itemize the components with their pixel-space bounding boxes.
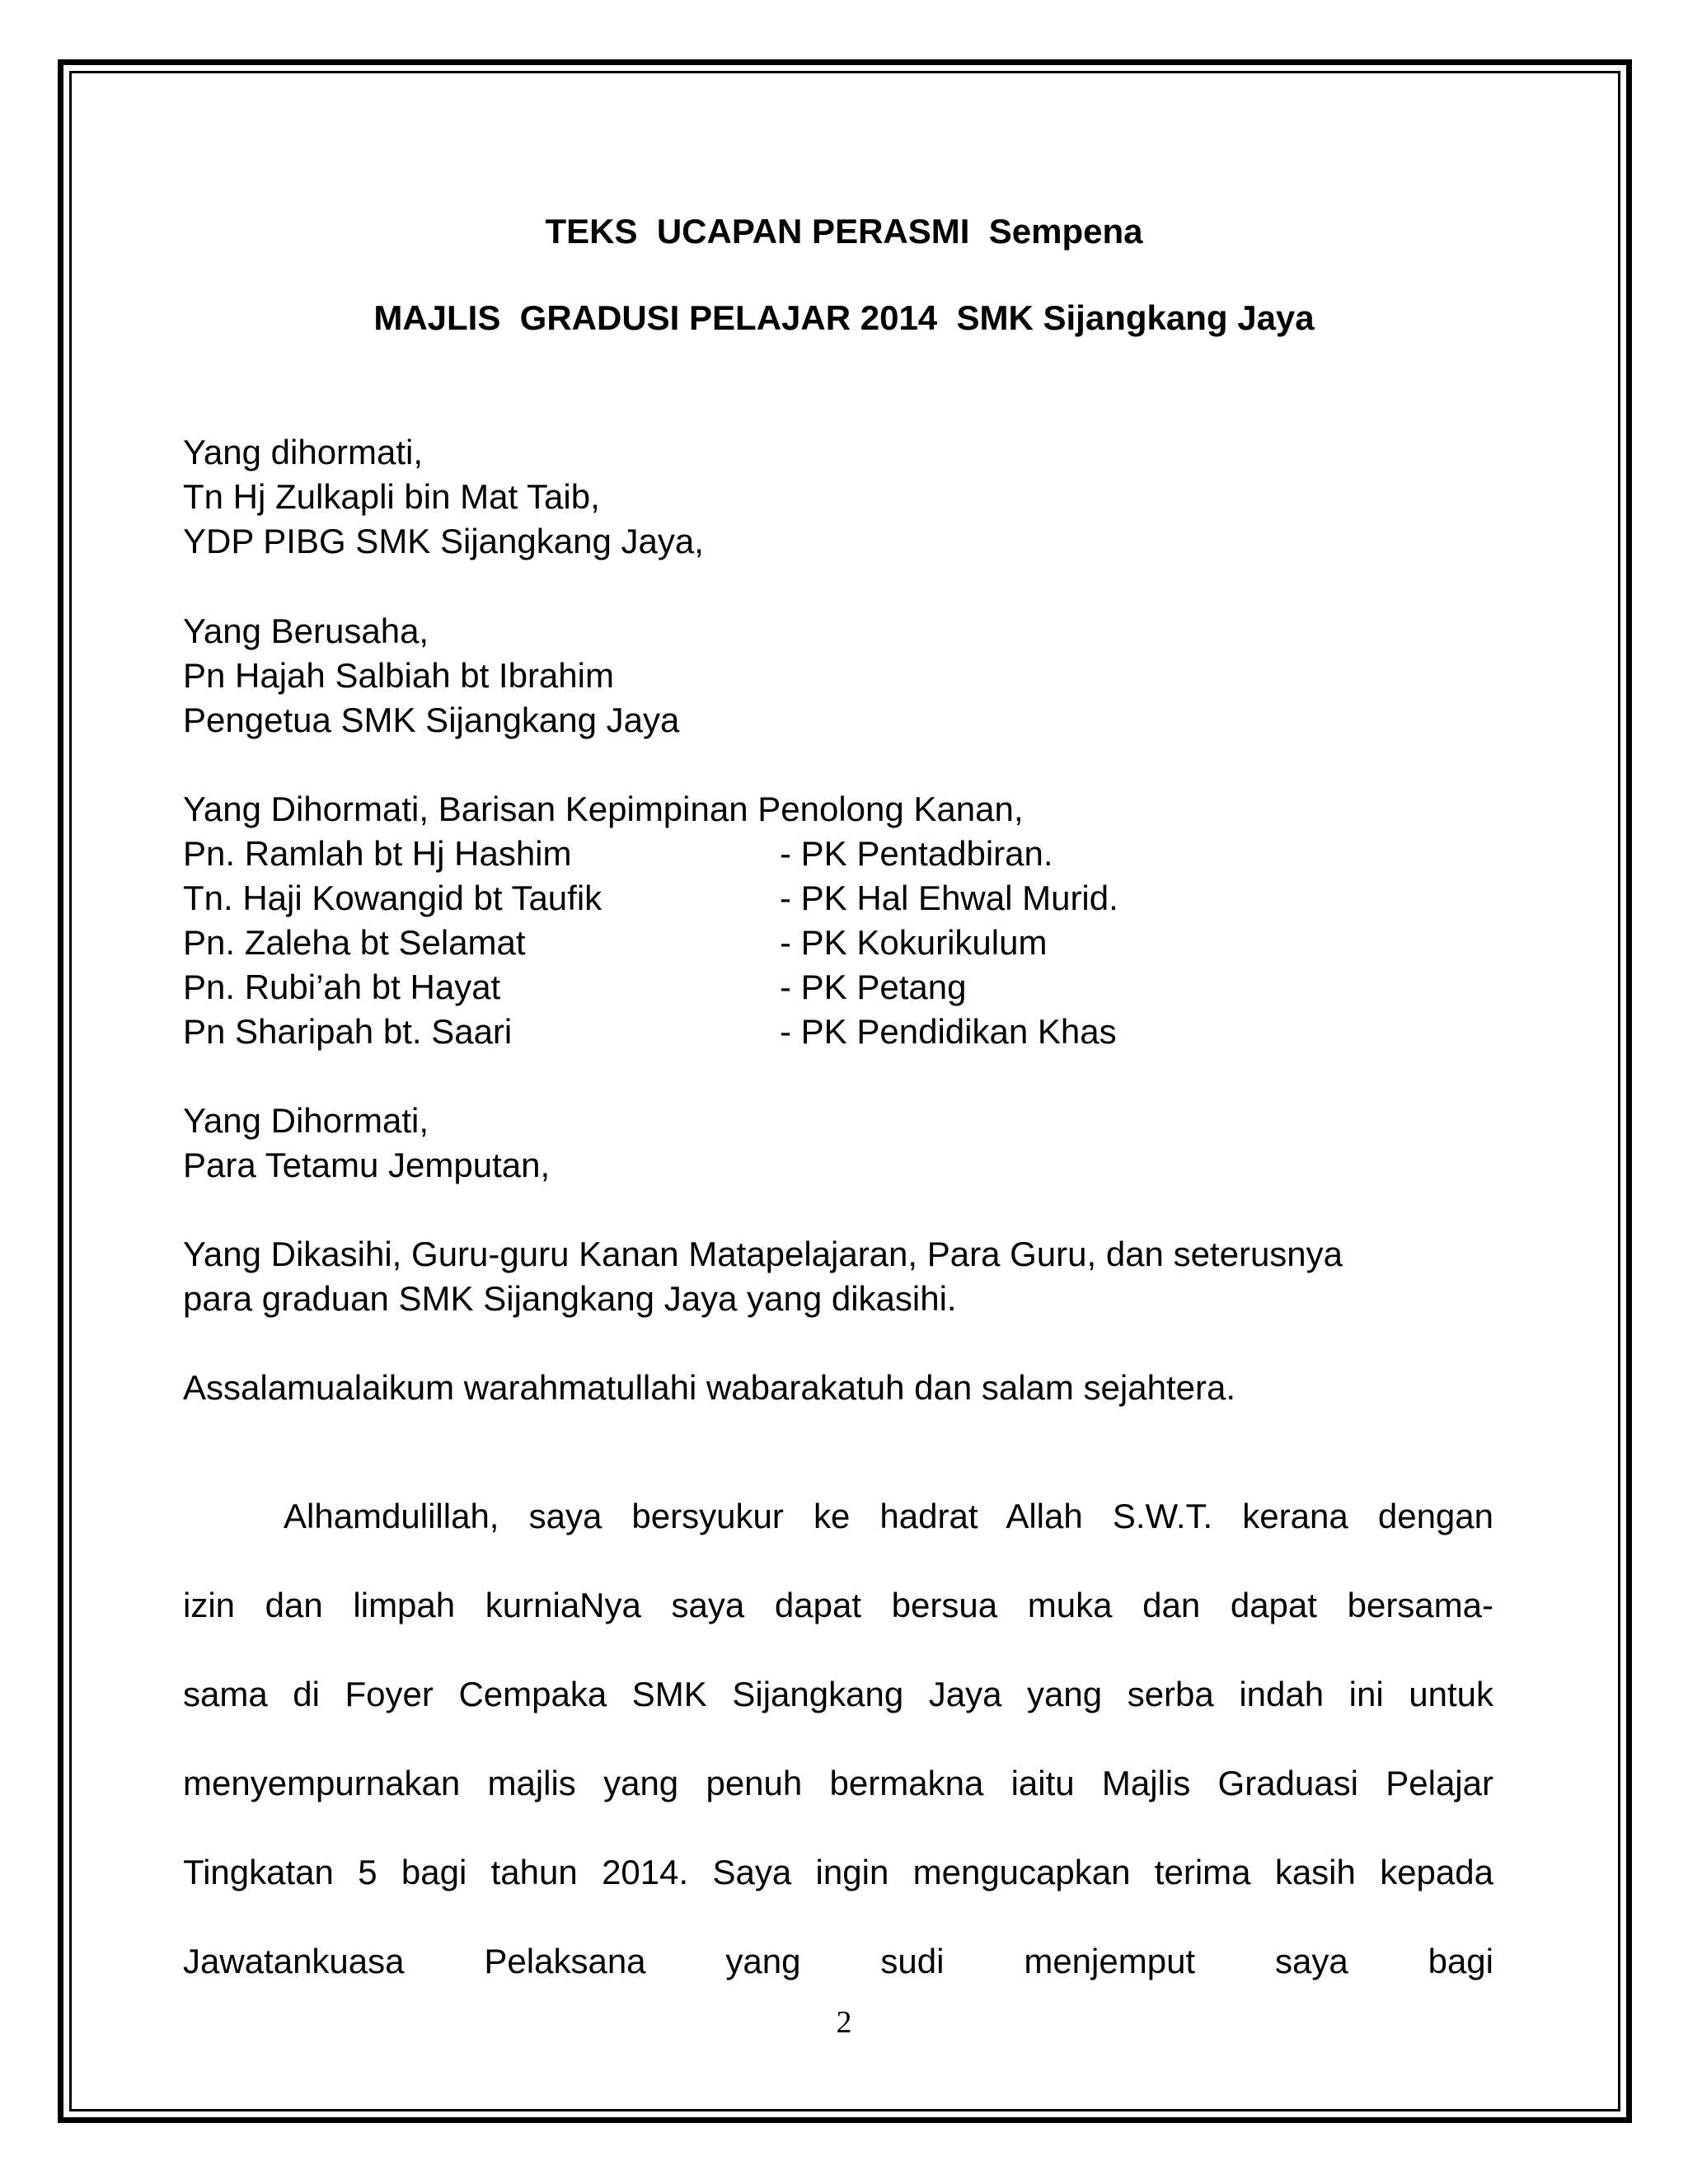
salutation-1-line-2: Tn Hj Zulkapli bin Mat Taib, — [183, 477, 600, 516]
leader-name: Pn Sharipah bt. Saari — [183, 1012, 513, 1051]
body-line: izin dan limpah kurniaNya saya dapat bersua muka dan dapat bersama- — [183, 1586, 1493, 1624]
greeting: Assalamualaikum warahmatullahi wabarakatuh dan salam sejahtera. — [183, 1368, 1236, 1407]
body-line: Jawatankuasa Pelaksana yang sudi menjemput saya bagi — [183, 1942, 1493, 1980]
body-line: menyempurnakan majlis yang penuh bermakna iaitu Majlis Graduasi Pelajar — [183, 1764, 1493, 1802]
salutation-4-line-1: Yang Dihormati, — [183, 1101, 429, 1140]
leader-role: - PK Pentadbiran. — [780, 834, 1053, 873]
salutation-2-line-2: Pn Hajah Salbiah bt Ibrahim — [183, 656, 614, 695]
leader-role: - PK Kokurikulum — [780, 923, 1048, 962]
leader-role: - PK Petang — [780, 968, 967, 1006]
page-number: 2 — [836, 2005, 852, 2040]
leader-role: - PK Hal Ehwal Murid. — [780, 879, 1118, 917]
body-line: sama di Foyer Cempaka SMK Sijangkang Jaya yang serba indah ini untuk — [183, 1675, 1493, 1713]
salutation-5-line-2: para graduan SMK Sijangkang Jaya yang dikasihi. — [183, 1279, 957, 1318]
body-line: Alhamdulillah, saya bersyukur ke hadrat Allah S.W.T. kerana dengan — [284, 1497, 1493, 1535]
salutation-2-line-1: Yang Berusaha, — [183, 612, 429, 650]
page-border-inner — [69, 71, 1620, 2111]
title-line-1: TEKS UCAPAN PERASMI Sempena — [545, 212, 1143, 251]
leader-name: Tn. Haji Kowangid bt Taufik — [183, 879, 603, 917]
leader-name: Pn. Zaleha bt Selamat — [183, 923, 526, 962]
leader-role: - PK Pendidikan Khas — [780, 1012, 1117, 1051]
leader-name: Pn. Rubi’ah bt Hayat — [183, 968, 501, 1006]
salutation-4-line-2: Para Tetamu Jemputan, — [183, 1146, 551, 1184]
title-line-2: MAJLIS GRADUSI PELAJAR 2014 SMK Sijangkang Jaya — [373, 298, 1315, 337]
salutation-3-header: Yang Dihormati, Barisan Kepimpinan Penolong Kanan, — [183, 790, 1024, 828]
salutation-1-line-1: Yang dihormati, — [183, 433, 424, 471]
salutation-2-line-3: Pengetua SMK Sijangkang Jaya — [183, 701, 680, 739]
salutation-1-line-3: YDP PIBG SMK Sijangkang Jaya, — [183, 522, 704, 560]
salutation-5-line-1: Yang Dikasihi, Guru-guru Kanan Matapelajaran, Para Guru, dan seterusnya — [183, 1235, 1343, 1273]
body-line: Tingkatan 5 bagi tahun 2014. Saya ingin mengucapkan terima kasih kepada — [183, 1853, 1493, 1891]
leader-name: Pn. Ramlah bt Hj Hashim — [183, 834, 572, 873]
